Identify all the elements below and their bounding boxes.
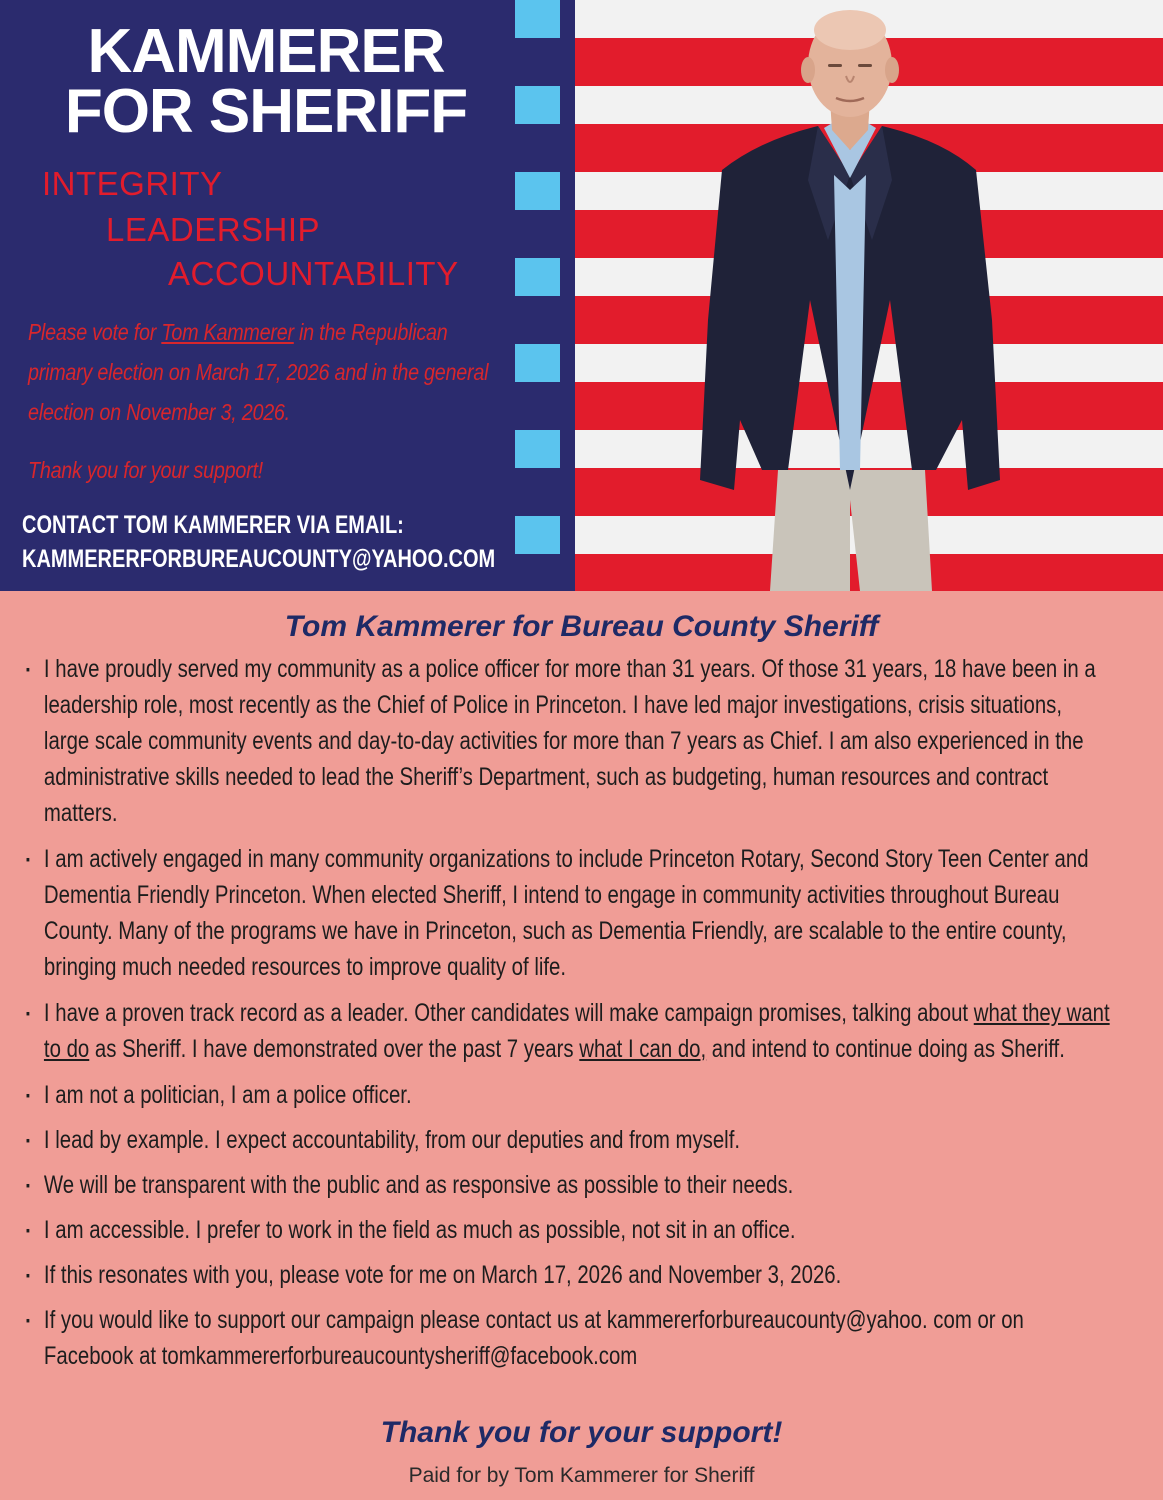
list-item: ▪ We will be transparent with the public and as responsive as possible to their needs. [26, 1167, 1110, 1203]
campaign-title [16, 17, 516, 146]
underlined-phrase: what they want to do [43, 999, 1110, 1063]
underlined-phrase: what I can do, [579, 1035, 707, 1063]
title-line-1: KAMMERER [87, 17, 445, 86]
value-leadership: LEADERSHIP [106, 211, 321, 248]
flag-edge [560, 0, 575, 591]
list-item [26, 995, 1110, 1067]
list-item: ▪ I am not a politician, I am a police officer. [26, 1077, 1110, 1113]
body-section [0, 591, 1163, 1500]
vote-message [28, 312, 510, 432]
list-item: ▪ If this resonates with you, please vote for me on March 17, 2026 and November 3, 2026. [26, 1257, 1110, 1293]
list-item: ▪ I am accessible. I prefer to work in the field as much as possible, not sit in an office. [26, 1212, 1110, 1248]
list-item: ▪ I am actively engaged in many community organizations to include Princeton Rotary, Second Story Teen Center and Dementia Friendly Princeton. When elected Sheriff, I intend to engage in community activities throughout Bureau County. Many of the programs we have in Princeton, such as Dementia Friendly, are scalable to the entire county, bringing much needed resources to improve quality of life. [26, 841, 1110, 985]
candidate-photo [700, 0, 1000, 591]
candidate-name: Tom Kammerer [161, 319, 294, 345]
vote-message-before: Please vote for [28, 319, 162, 345]
body-title: Tom Kammerer for Bureau County Sheriff [284, 610, 879, 643]
vote-message-after: in the Republican primary election on March 17, 2026 and in the general election on November 3, 2026. [28, 319, 489, 425]
contact-heading: CONTACT TOM KAMMERER VIA EMAIL: [22, 511, 404, 539]
list-item-text: I have a proven track record as a leader. Other candidates will make campaign promises, talking about [43, 999, 974, 1027]
contact-info [22, 508, 495, 576]
banner-thanks: Thank you for your support! [28, 457, 263, 483]
list-item-text: and intend to continue doing as Sheriff. [706, 1035, 1065, 1063]
list-item: ▪ I lead by example. I expect accountability, from our deputies and from myself. [26, 1122, 1110, 1158]
top-banner [0, 0, 1163, 591]
value-accountability: ACCOUNTABILITY [168, 255, 459, 292]
closing-thanks: Thank you for your support! [380, 1416, 783, 1449]
platform-list [26, 651, 1110, 1383]
value-integrity: INTEGRITY [42, 165, 223, 202]
title-line-2: FOR SHERIFF [64, 77, 468, 146]
list-item: ▪ If you would like to support our campaign please contact us at kammererforbureaucounty@yahoo. com or on Facebook at tomkammererforbureaucountysheriff@facebook.com [26, 1302, 1110, 1374]
list-item-text: as Sheriff. I have demonstrated over the past 7 years [89, 1035, 580, 1063]
paid-for-disclaimer: Paid for by Tom Kammerer for Sheriff [408, 1464, 755, 1487]
list-item: ▪ I have proudly served my community as a police officer for more than 31 years. Of those 31 years, 18 have been in a leadership role, most recently as the Chief of Police in Princeton. I have led major investigations, crisis situations, large scale community events and day-to-day activities for more than 7 years as Chief. I am also experienced in the administrative skills needed to lead the Sheriff’s Department, such as budgeting, human resources and contract matters. [26, 651, 1110, 831]
contact-email: KAMMERERFORBUREAUCOUNTY@YAHOO.COM [22, 545, 496, 573]
